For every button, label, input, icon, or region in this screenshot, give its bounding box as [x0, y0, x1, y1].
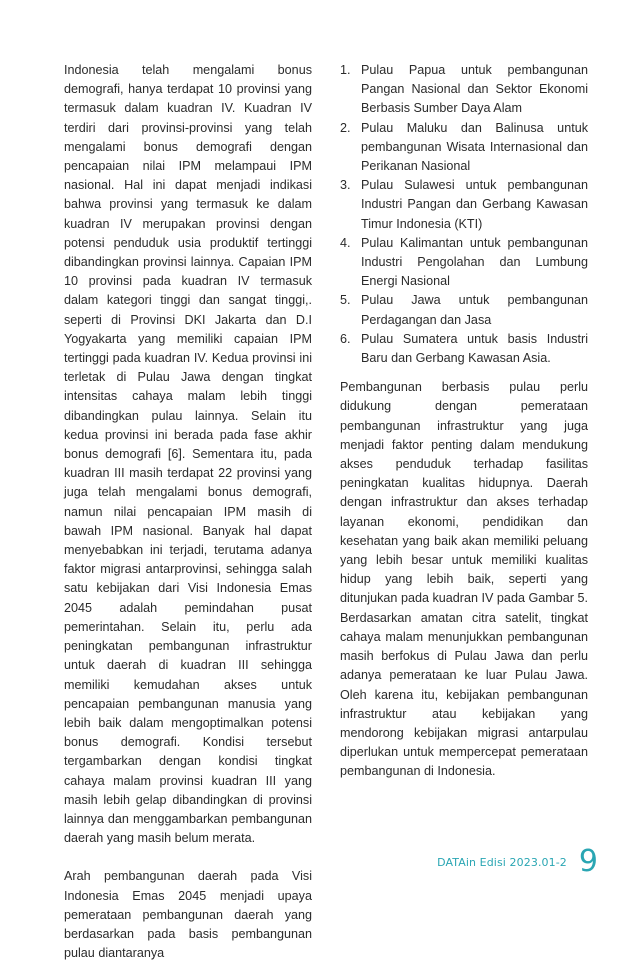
list-item-number: 5. [340, 293, 351, 308]
island-development-list [340, 61, 588, 368]
publication-label: DATAin Edisi 2023.01-2 [437, 855, 567, 869]
list-item-number: 4. [340, 235, 351, 250]
body-paragraph: Arah pembangunan daerah pada Visi Indonesia Emas 2045 menjadi upaya pemerataan pembangunan daerah yang berdasarkan pada basis pembangunan pulau diantaranya [64, 869, 312, 961]
right-column [340, 61, 588, 782]
list-item-number: 2. [340, 120, 351, 135]
left-column [64, 61, 312, 963]
page-number: 9 [578, 844, 598, 879]
list-item [340, 119, 588, 177]
list-item-number: 3. [340, 178, 351, 193]
list-item-text: Pulau Sulawesi untuk pembangunan Industri Pangan dan Gerbang Kawasan Timur Indonesia (KTI) [361, 178, 588, 231]
list-item-number: 6. [340, 331, 351, 346]
list-item [340, 234, 588, 292]
list-item [340, 176, 588, 234]
list-item [340, 330, 588, 368]
list-item-text: Pulau Kalimantan untuk pembangunan Industri Pengolahan dan Lumbung Energi Nasional [361, 235, 588, 289]
list-item-number: 1. [340, 63, 351, 77]
list-item-text: Pulau Papua untuk pembangunan Pangan Nasional dan Sektor Ekonomi Berbasis Sumber Daya Alam [361, 63, 588, 116]
page-footer [437, 842, 598, 882]
list-item [340, 61, 588, 119]
list-item-text: Pulau Maluku dan Balinusa untuk pembangunan Wisata Internasional dan Perikanan Nasional [361, 120, 588, 174]
body-paragraph: Indonesia telah mengalami bonus demografi, hanya terdapat 10 provinsi yang termasuk dalam kuadran IV. Kuadran IV terdiri dari provinsi-provinsi yang telah mengalami bonus demografi dengan pencapaian nilai IPM melampaui IPM nasional. Hal ini dapat menjadi indikasi bahwa provinsi yang termasuk ke dalam kuadran IV merupakan provinsi dengan potensi penduduk usia produktif tertinggi dibandingkan provinsi lainnya. Capaian IPM 10 provinsi pada kuadran IV termasuk dalam kategori tinggi dan sangat tinggi,. seperti di Provinsi DKI Jakarta dan D.I Yogyakarta yang memiliki capaian IPM tertinggi pada kuadran IV. Kedua provinsi ini terletak di Pulau Jawa dengan tingkat intensitas cahaya malam lebih tinggi dibandingkan pulau lainnya. Selain itu kedua provinsi ini berada pada fase akhir bonus demografi [6]. Sementara itu, pada kuadran III masih terdapat 22 provinsi yang juga telah mengalami bonus demografi, namun nilai pencapaian IPM masih di bawah IPM nasional. Banyak hal dapat menyebabkan ini terjadi, terutama adanya faktor migrasi antarprovinsi, sehingga salah satu kebijakan dari Visi Indonesia Emas 2045 adalah pemindahan pusat pemerintahan. Selain itu, perlu ada peningkatan pembangunan infrastruktur untuk daerah di kuadran III sehingga memiliki kemudahan akses untuk pencapaian pembangunan manusia yang lebih baik dalam mengoptimalkan potensi bonus demografi. Kondisi tersebut tergambarkan dengan kondisi tingkat cahaya malam provinsi kuadran III yang masih lebih gelap dibandingkan di provinsi lainnya dan menggambarkan pembangunan daerah yang masih belum merata. [64, 63, 312, 846]
list-item-text: Pulau Jawa untuk pembangunan Perdagangan dan Jasa [361, 293, 588, 327]
list-item-text: Pulau Sumatera untuk basis Industri Baru dan Gerbang Kawasan Asia. [361, 331, 588, 366]
body-paragraph: Pembangunan berbasis pulau perlu didukung dengan pemerataan pembangunan infrastruktur yang juga menjadi faktor penting dalam mendukung akses penduduk terhadap fasilitas peningkatan kualitas hidupnya. Daerah dengan infrastruktur dan akses terhadap layanan ekonomi, pendidikan dan kesehatan yang baik akan memiliki peluang yang lebih besar untuk memiliki kualitas hidup yang lebih baik, seperti yang ditunjukan pada kuadran IV pada Gambar 5. Berdasarkan amatan citra satelit, tingkat cahaya malam menunjukkan pembangunan masih berfokus di Pulau Jawa dan perlu adanya pemerataan ke luar Pulau Jawa. Oleh karena itu, kebijakan pembangunan infrastruktur atau kebijakan yang mendorong kebijakan migrasi antarpulau diperlukan untuk mempercepat pemerataan pembangunan di Indonesia. [340, 380, 588, 779]
list-item [340, 291, 588, 329]
